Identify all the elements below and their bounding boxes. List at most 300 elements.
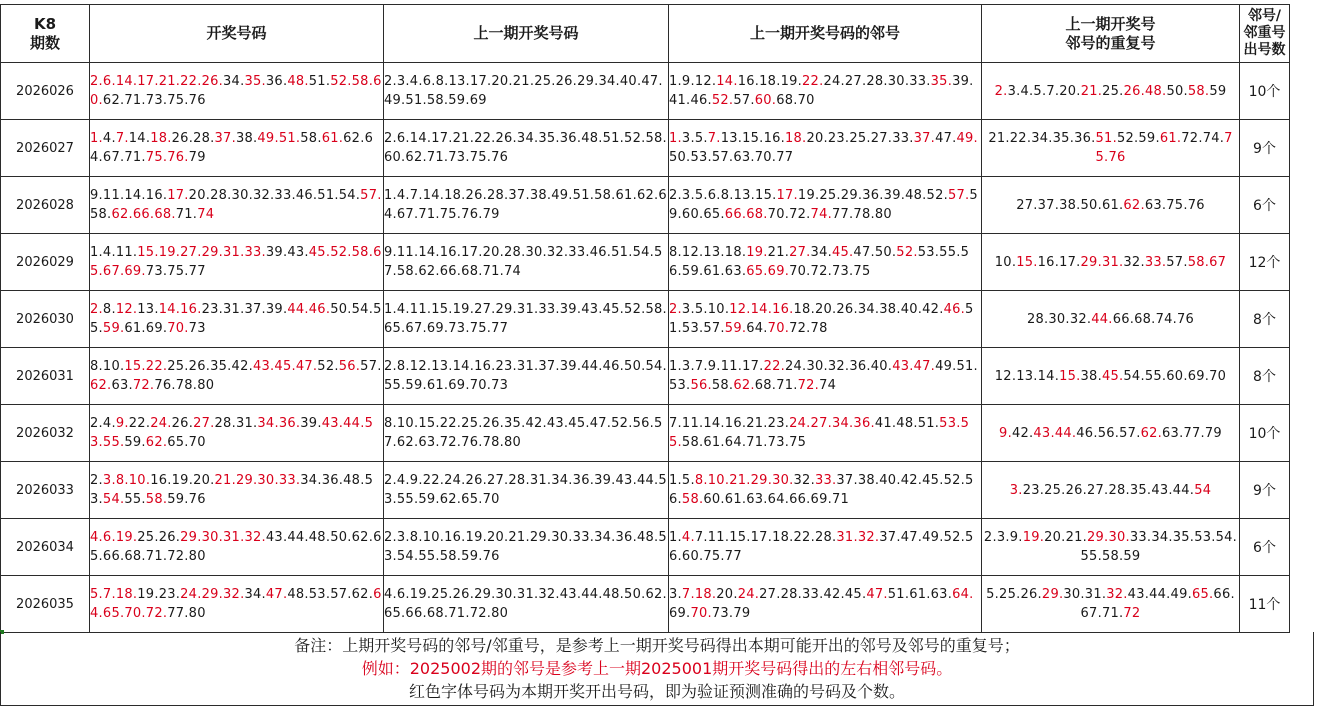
number: 45 (831, 245, 850, 260)
number: 16 (1037, 254, 1055, 270)
number: 51 (669, 302, 974, 336)
number: 77 (188, 264, 206, 279)
number: 36 (849, 359, 867, 374)
count-cell[interactable]: 8个 (1240, 291, 1290, 348)
number: 42 (922, 302, 940, 317)
prev-neighbors-cell[interactable]: 7.11.14.16.21.23.24.27.34.36.41.48.51.53.55.58.61.64.71.73.75 (669, 405, 982, 462)
number: 66 (724, 207, 742, 222)
number: 46 (1076, 425, 1094, 441)
number: 55 (102, 435, 120, 450)
number: 11 (102, 188, 120, 203)
draw-numbers-cell[interactable]: 9.11.14.16.17.20.28.30.32.33.46.51.54.57.58.62.66.68.71.74 (90, 177, 384, 234)
table-row (1, 234, 1290, 291)
number: 39 (883, 188, 901, 203)
number: 57 (703, 321, 721, 336)
draw-numbers-cell[interactable]: 1.4.11.15.19.27.29.31.33.39.43.45.52.58.65.67.69.73.75.77 (90, 234, 384, 291)
number: 12 (994, 368, 1012, 384)
number: 16 (150, 473, 168, 488)
prev-draw-cell[interactable]: 2.4.9.22.24.26.27.28.31.34.36.39.43.44.53.55.59.62.65.70 (384, 462, 669, 519)
number: 80 (197, 378, 215, 393)
lottery-table (0, 4, 1290, 633)
count-cell[interactable]: 10个 (1240, 63, 1290, 120)
number: 59 (102, 321, 120, 336)
prev-neighbors-cell[interactable]: 1.5.8.10.21.29.30.32.33.37.38.40.42.45.52.56.58.60.61.63.64.66.69.71 (669, 462, 982, 519)
number: 39 (300, 416, 318, 431)
number: 44 (1172, 482, 1190, 498)
number: 73 (145, 264, 163, 279)
number: 76 (1177, 311, 1195, 327)
number: 28 (780, 587, 798, 602)
number: 8 (102, 302, 112, 317)
number: 36 (1074, 131, 1092, 146)
number: 65 (90, 245, 382, 279)
number: 29 (201, 587, 219, 602)
count-cell[interactable]: 8个 (1240, 348, 1290, 405)
number: 35 (244, 74, 262, 89)
prev-neighbors-cell[interactable]: 1.4.7.11.15.17.18.22.28.31.32.37.47.49.52.56.60.75.77 (669, 519, 982, 576)
number: 55 (939, 245, 957, 260)
number: 55 (1080, 549, 1098, 564)
number: 58 (300, 131, 318, 146)
number: 28 (866, 74, 884, 89)
number: 10 (102, 359, 120, 374)
number: 3 (102, 473, 112, 488)
number: 62 (1123, 197, 1141, 213)
number: 62 (90, 378, 108, 393)
number: 22 (145, 359, 163, 374)
prev-draw-cell[interactable]: 9.11.14.16.17.20.28.30.32.33.46.51.54.57.58.62.66.68.71.74 (384, 234, 669, 291)
number: 78 (175, 378, 193, 393)
number: 22 (180, 74, 198, 89)
count-cell[interactable]: 10个 (1240, 405, 1290, 462)
number: 52 (711, 93, 729, 108)
table-row (1, 291, 1290, 348)
prev-draw-cell[interactable]: 8.10.15.22.25.26.35.42.43.45.47.52.56.57.62.63.72.76.78.80 (384, 405, 669, 462)
number: 21 (988, 131, 1006, 146)
number: 66 (789, 492, 807, 507)
draw-numbers-cell[interactable]: 4.6.19.25.26.29.30.31.32.43.44.48.50.62.65.66.68.71.72.80 (90, 519, 384, 576)
period-cell[interactable]: 2026028 (1, 177, 90, 234)
number: 65 (167, 435, 185, 450)
duplicate-cell[interactable]: 27.37.38.50.61.62.63.75.76 (982, 177, 1240, 234)
number: 72 (810, 264, 828, 279)
prev-neighbors-cell[interactable]: 8.12.13.18.19.21.27.34.45.47.50.52.53.55.56.59.61.63.65.69.70.72.73.75 (669, 234, 982, 291)
number: 29 (840, 188, 858, 203)
number: 27 (759, 587, 777, 602)
number: 68 (124, 549, 142, 564)
draw-numbers-cell[interactable]: 2.6.14.17.21.22.26.34.35.36.48.51.52.58.60.62.71.73.75.76 (90, 63, 384, 120)
number: 80 (188, 549, 206, 564)
number: 26 (836, 302, 854, 317)
header-period: K8 期数 (1, 5, 90, 63)
number: 48 (896, 416, 914, 431)
period-cell[interactable]: 2026026 (1, 63, 90, 120)
number: 1 (669, 530, 678, 545)
draw-numbers-cell[interactable]: 2.4.9.22.24.26.27.28.31.34.36.39.43.44.53.55.59.62.65.70 (90, 405, 384, 462)
count-cell[interactable]: 9个 (1240, 120, 1290, 177)
number: 53 (939, 416, 957, 431)
number: 21 (158, 74, 176, 89)
number: 78 (853, 207, 871, 222)
number: 48 (905, 188, 923, 203)
number: 13 (1016, 368, 1034, 384)
number: 61 (703, 264, 721, 279)
number: 60 (1166, 368, 1184, 384)
number: 2 (669, 188, 678, 203)
number: 15 (137, 245, 155, 260)
number: 23 (1022, 482, 1040, 498)
number: 18 (694, 587, 712, 602)
number: 63 (1162, 425, 1180, 441)
number: 30 (201, 530, 219, 545)
duplicate-cell[interactable]: 28.30.32.44.66.68.74.76 (982, 291, 1240, 348)
number: 9 (707, 359, 717, 374)
number: 51 (1095, 131, 1113, 146)
number: 65 (90, 530, 382, 564)
number: 28 (193, 131, 211, 146)
number: 64 (952, 587, 970, 602)
number: 36 (278, 416, 296, 431)
number: 5 (986, 587, 995, 602)
number: 27 (1087, 482, 1105, 498)
number: 40 (879, 473, 897, 488)
number: 11 (681, 416, 699, 431)
duplicate-cell[interactable]: 2.3.4.5.7.20.21.25.26.48.50.58.59 (982, 63, 1240, 120)
number: 47 (265, 587, 283, 602)
number: 15 (124, 359, 142, 374)
number: 54 (1194, 482, 1212, 498)
number: 50 (330, 530, 348, 545)
number: 25 (137, 530, 155, 545)
number: 48 (308, 530, 326, 545)
duplicate-cell[interactable]: 12.13.14.15.38.45.54.55.60.69.70 (982, 348, 1240, 405)
number: 55 (124, 492, 142, 507)
number: 17 (167, 188, 185, 203)
number: 31 (1084, 587, 1102, 602)
number: 22 (802, 74, 820, 89)
number: 13 (137, 302, 155, 317)
number: 21 (1065, 530, 1083, 545)
number: 62 (102, 93, 120, 108)
number: 58 (145, 492, 163, 507)
duplicate-cell[interactable]: 9.42.43.44.46.56.57.62.63.77.79 (982, 405, 1240, 462)
number: 36 (853, 416, 871, 431)
number: 56 (669, 245, 970, 279)
number: 7 (681, 587, 691, 602)
number: 44 (1149, 587, 1167, 602)
number: 4 (681, 530, 691, 545)
number: 14 (1037, 368, 1055, 384)
number: 71 (776, 378, 794, 393)
number: 76 (154, 378, 172, 393)
period-cell[interactable]: 2026032 (1, 405, 90, 462)
number: 42 (900, 473, 918, 488)
number: 50 (1080, 197, 1098, 213)
number: 37 (879, 530, 897, 545)
number: 29 (750, 473, 768, 488)
number: 33 (1144, 254, 1162, 270)
number: 71 (1101, 606, 1120, 621)
number: 24 (789, 416, 807, 431)
period-cell[interactable]: 2026027 (1, 120, 90, 177)
number: 1 (669, 359, 678, 374)
number: 63 (1144, 197, 1162, 213)
number: 59 (724, 321, 742, 336)
number: 33 (909, 74, 927, 89)
number: 2 (90, 473, 99, 488)
number: 39 (952, 74, 970, 89)
number: 19 (780, 74, 798, 89)
period-cell[interactable]: 2026030 (1, 291, 90, 348)
number: 56 (669, 473, 974, 507)
number: 38 (879, 302, 897, 317)
number: 26 (171, 416, 189, 431)
number: 48 (287, 587, 305, 602)
prev-draw-cell[interactable]: 2.3.8.10.16.19.20.21.29.30.33.34.36.48.53.54.55.58.59.76 (384, 519, 669, 576)
number: 57 (1119, 425, 1137, 441)
number: 9 (681, 74, 691, 89)
prev-draw-cell[interactable]: 2.6.14.17.21.22.26.34.35.36.48.51.52.58.60.62.71.73.75.76 (384, 120, 669, 177)
number: 3 (681, 131, 691, 146)
number: 30 (772, 473, 790, 488)
number: 36 (862, 188, 880, 203)
count-cell[interactable]: 9个 (1240, 462, 1290, 519)
draw-numbers-cell[interactable]: 2.8.12.13.14.16.23.31.37.39.44.46.50.54.55.59.61.69.70.73 (90, 291, 384, 348)
number: 26 (158, 530, 176, 545)
number: 35 (1172, 530, 1190, 545)
number: 70 (754, 150, 772, 165)
number: 68 (776, 93, 794, 108)
number: 6 (102, 74, 112, 89)
number: 7 (1046, 83, 1055, 99)
number: 53 (1194, 530, 1212, 545)
duplicate-cell[interactable]: 3.23.25.26.27.28.35.43.44.54 (982, 462, 1240, 519)
number: 29 (1041, 587, 1059, 602)
number: 69 (1187, 368, 1205, 384)
count-cell[interactable]: 12个 (1240, 234, 1290, 291)
number: 33 (802, 587, 820, 602)
prev-draw-cell[interactable]: 2.8.12.13.14.16.23.31.37.39.44.46.50.54.55.59.61.69.70.73 (384, 348, 669, 405)
number: 34 (1151, 530, 1169, 545)
draw-numbers-cell[interactable]: 5.7.18.19.23.24.29.32.34.47.48.53.57.62.64.65.70.72.77.80 (90, 576, 384, 633)
number: 2 (90, 302, 99, 317)
period-cell[interactable]: 2026031 (1, 348, 90, 405)
number: 70 (797, 93, 815, 108)
period-cell[interactable]: 2026035 (1, 576, 90, 633)
number: 64 (90, 131, 374, 165)
number: 52 (943, 473, 961, 488)
number: 67 (102, 150, 120, 165)
number: 34 (223, 74, 241, 89)
number: 8 (694, 473, 704, 488)
draw-numbers-cell[interactable]: 8.10.15.22.25.26.35.42.43.45.47.52.56.57.62.63.72.76.78.80 (90, 348, 384, 405)
number: 9 (999, 425, 1008, 441)
number: 78 (810, 321, 828, 336)
number: 6 (707, 188, 717, 203)
number: 14 (124, 188, 142, 203)
number: 23 (201, 302, 219, 317)
number: 69 (810, 492, 828, 507)
number: 29 (201, 245, 219, 260)
number: 32 (793, 473, 811, 488)
number: 35 (1052, 131, 1070, 146)
number: 75 (1095, 131, 1233, 165)
number: 16 (772, 302, 790, 317)
draw-numbers-cell[interactable]: 2.3.8.10.16.19.20.21.29.30.33.34.36.48.53.54.55.58.59.76 (90, 462, 384, 519)
note-line-1: 备注：上期开奖号码的邻号/邻重号，是参考上一期开奖号码得出本期可能开出的邻号及邻号的重复号； (294, 636, 1020, 655)
number: 28 (1026, 311, 1044, 327)
table-row (1, 177, 1290, 234)
number: 53 (681, 321, 699, 336)
number: 70 (124, 606, 142, 621)
number: 45 (922, 473, 940, 488)
number: 47 (935, 131, 953, 146)
number: 52 (1116, 131, 1134, 146)
number: 69 (145, 321, 163, 336)
number: 67 (1080, 606, 1098, 621)
number: 3 (681, 359, 691, 374)
number: 66 (102, 549, 120, 564)
prev-draw-cell[interactable]: 2.3.4.6.8.13.17.20.21.25.26.29.34.40.47.49.51.58.59.69 (384, 63, 669, 120)
number: 34 (1031, 131, 1049, 146)
number: 61 (1101, 197, 1120, 213)
number: 65 (102, 606, 120, 621)
number: 30 (1048, 311, 1066, 327)
number: 75 (145, 150, 163, 165)
duplicate-cell[interactable]: 2.3.9.19.20.21.29.30.33.34.35.53.54.55.58.59 (982, 519, 1240, 576)
number: 30 (1063, 587, 1081, 602)
period-cell[interactable]: 2026033 (1, 462, 90, 519)
number: 73 (188, 321, 206, 336)
number: 67 (1209, 254, 1227, 270)
number: 18 (150, 131, 168, 146)
number: 54 (351, 302, 369, 317)
number: 23 (827, 131, 845, 146)
number: 27 (844, 74, 862, 89)
number: 46 (690, 93, 708, 108)
prev-draw-cell[interactable]: 4.6.19.25.26.29.30.31.32.43.44.48.50.62.65.66.68.71.72.80 (384, 576, 669, 633)
draw-numbers-cell[interactable]: 1.4.7.14.18.26.28.37.38.49.51.58.61.62.64.67.71.75.76.79 (90, 120, 384, 177)
number: 61 (1159, 131, 1177, 146)
number: 52 (317, 359, 335, 374)
number: 19 (171, 473, 189, 488)
number: 14 (115, 74, 133, 89)
number: 50 (330, 302, 348, 317)
number: 4 (102, 416, 112, 431)
period-cell[interactable]: 2026029 (1, 234, 90, 291)
period-cell[interactable]: 2026034 (1, 519, 90, 576)
number: 71 (746, 435, 764, 450)
number: 52 (330, 74, 348, 89)
number: 27 (870, 131, 888, 146)
number: 70 (167, 321, 185, 336)
number: 37 (244, 302, 262, 317)
number: 25 (849, 131, 867, 146)
number: 44 (1054, 425, 1072, 441)
number: 21 (729, 473, 747, 488)
number: 72 (789, 321, 807, 336)
prev-neighbors-cell[interactable]: 3.7.18.20.24.27.28.33.42.45.47.51.61.63.64.69.70.73.79 (669, 576, 982, 633)
number: 1 (669, 131, 678, 146)
number: 51 (917, 416, 935, 431)
number: 73 (145, 93, 163, 108)
number: 11 (115, 245, 133, 260)
header-prev-draw: 上一期开奖号码 (384, 5, 669, 63)
number: 72 (145, 606, 163, 621)
number: 23 (158, 587, 176, 602)
number: 57 (330, 587, 348, 602)
number: 16 (180, 302, 198, 317)
number: 45 (844, 587, 862, 602)
prev-draw-cell[interactable]: 1.4.7.14.18.26.28.37.38.49.51.58.61.62.64.67.71.75.76.79 (384, 177, 669, 234)
count-cell[interactable]: 11个 (1240, 576, 1290, 633)
prev-neighbors-cell[interactable]: 2.3.5.10.12.14.16.18.20.26.34.38.40.42.46.51.53.57.59.64.70.72.78 (669, 291, 982, 348)
prev-draw-cell[interactable]: 1.4.11.15.19.27.29.31.33.39.43.45.52.58.65.67.69.73.75.77 (384, 291, 669, 348)
number: 54 (338, 188, 356, 203)
number: 33 (244, 245, 262, 260)
number: 63 (111, 378, 129, 393)
number: 27 (180, 245, 198, 260)
number: 3 (1007, 83, 1017, 99)
number: 14 (750, 302, 768, 317)
number: 48 (343, 473, 361, 488)
number: 66 (1112, 311, 1130, 327)
prev-neighbors-cell[interactable]: 1.3.5.7.13.15.16.18.20.23.25.27.33.37.47.49.50.53.57.63.70.77 (669, 120, 982, 177)
number: 12 (694, 74, 712, 89)
number: 77 (776, 150, 794, 165)
table-row (1, 120, 1290, 177)
number: 69 (124, 264, 142, 279)
number: 69 (669, 606, 687, 621)
number: 38 (1059, 197, 1077, 213)
number: 17 (1059, 254, 1077, 270)
number: 7 (115, 131, 125, 146)
number: 22 (763, 359, 781, 374)
number: 76 (1187, 197, 1205, 213)
number: 75 (789, 435, 807, 450)
number: 75 (703, 549, 721, 564)
number: 43 (1033, 425, 1051, 441)
number: 63 (724, 264, 742, 279)
prev-neighbors-cell[interactable]: 2.3.5.6.8.13.15.17.19.25.29.36.39.48.52.57.59.60.65.66.68.70.72.74.77.78.80 (669, 177, 982, 234)
number: 60 (703, 492, 721, 507)
number: 15 (742, 131, 760, 146)
prev-neighbors-cell[interactable]: 1.3.7.9.11.17.22.24.30.32.36.40.43.47.49.51.53.56.58.62.68.71.72.74 (669, 348, 982, 405)
count-cell[interactable]: 6个 (1240, 519, 1290, 576)
number: 30 (257, 473, 275, 488)
number: 25 (1044, 482, 1062, 498)
number: 57 (711, 150, 729, 165)
number: 49 (956, 131, 974, 146)
number: 10 (128, 473, 146, 488)
number: 64 (724, 435, 742, 450)
number: 51 (956, 359, 974, 374)
count-cell[interactable]: 6个 (1240, 177, 1290, 234)
prev-neighbors-cell[interactable]: 1.9.12.14.16.18.19.22.24.27.28.30.33.35.39.41.46.52.57.60.68.70 (669, 63, 982, 120)
number: 73 (767, 435, 785, 450)
number: 75 (167, 264, 185, 279)
duplicate-cell[interactable]: 10.15.16.17.29.31.32.33.57.58.67 (982, 234, 1240, 291)
number: 30 (887, 74, 905, 89)
number: 61 (909, 587, 927, 602)
number: 28 (210, 188, 228, 203)
duplicate-cell[interactable]: 5.25.26.29.30.31.32.43.44.49.65.66.67.71.72 (982, 576, 1240, 633)
number: 3 (996, 530, 1006, 545)
number: 77 (167, 606, 185, 621)
duplicate-cell[interactable]: 21.22.34.35.36.51.52.59.61.72.74.75.76 (982, 120, 1240, 177)
number: 80 (874, 207, 892, 222)
number: 50 (669, 150, 687, 165)
